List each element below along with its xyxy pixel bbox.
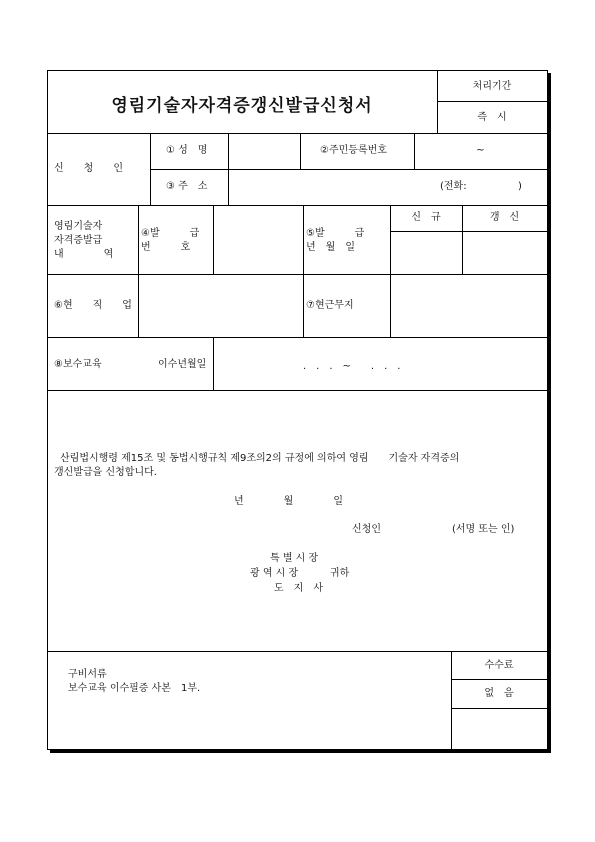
recipient-3: 도 지 사	[274, 583, 323, 594]
name-label: ① 성 명	[166, 145, 208, 156]
required-docs-label: 구비서류	[68, 669, 107, 680]
fee-label: 수수료	[484, 660, 514, 671]
address-label: ③ 주 소	[166, 181, 208, 192]
processing-period-label: 처리기간	[472, 81, 512, 92]
phone-label: (전화:	[440, 181, 467, 192]
statement-line-1: 산림법시행령 제15조 및 동법시행규칙 제9조의2의 규정에 의하여 영림 기술자 자격증의	[60, 453, 460, 464]
current-workplace-label: ⑦현근무지	[306, 300, 354, 311]
current-job-label: ⑥현 직 업	[54, 300, 132, 311]
application-form	[47, 70, 548, 750]
divider	[300, 133, 301, 169]
issue-number-label-1: ④발 급	[141, 228, 200, 239]
divider	[451, 708, 547, 709]
new-issue-label: 신 규	[411, 212, 441, 223]
divider	[48, 205, 547, 206]
divider	[213, 337, 214, 390]
divider	[390, 205, 391, 337]
divider	[213, 205, 214, 274]
divider	[150, 169, 547, 170]
renewal-label: 갱 신	[489, 212, 520, 223]
recipient-suffix: 귀하	[330, 568, 350, 579]
required-docs-item: 보수교육 이수필증 사본 1부.	[68, 683, 201, 694]
training-date-label: 이수년월일	[158, 359, 207, 370]
issue-number-label-2: 번 호	[141, 242, 191, 253]
rrn-field[interactable]: ~	[476, 145, 485, 156]
training-label: ⑧보수교육	[54, 359, 102, 370]
divider	[390, 231, 547, 232]
recipient-1: 특 별 시 장	[270, 553, 319, 564]
issue-date-label-2: 년 월 일	[306, 242, 355, 253]
training-date-field[interactable]: . . . ~ . . .	[303, 361, 401, 372]
divider	[414, 133, 415, 169]
divider	[150, 133, 151, 205]
applicant-sign-label: 신청인	[352, 524, 381, 535]
divider	[48, 337, 547, 338]
form-title: 영림기술자자격증갱신발급신청서	[111, 96, 373, 116]
signature-field[interactable]: (서명 또는 인)	[452, 524, 515, 535]
divider	[303, 205, 304, 337]
divider	[138, 205, 139, 337]
name-field[interactable]	[230, 145, 298, 159]
processing-period-value: 즉 시	[477, 112, 507, 123]
divider	[437, 101, 547, 102]
issue-section-label-3: 내 역	[54, 249, 114, 260]
divider	[48, 274, 547, 275]
recipient-2: 광 역 시 장	[250, 568, 299, 579]
issue-section-label-2: 자격증발급	[54, 235, 103, 246]
divider	[48, 651, 547, 652]
rrn-label: ②주민등록번호	[320, 145, 387, 156]
divider	[451, 679, 547, 680]
application-date: 년 월 일	[234, 496, 343, 507]
divider	[48, 133, 547, 134]
applicant-section-label: 신 청 인	[54, 163, 123, 174]
issue-section-label-1: 영림기술자	[54, 221, 103, 232]
divider	[48, 390, 547, 391]
statement-line-2: 갱신발급을 신청합니다.	[54, 467, 157, 478]
phone-close: )	[518, 181, 522, 192]
issue-date-label-1: ⑤발 급	[306, 228, 365, 239]
fee-value: 없 음	[484, 688, 514, 699]
divider	[228, 133, 229, 205]
